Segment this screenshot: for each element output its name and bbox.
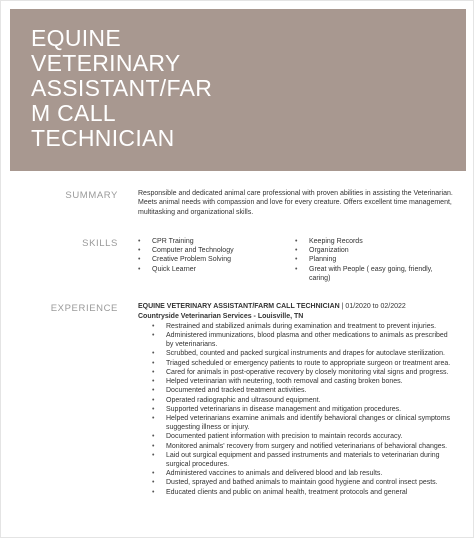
duty-item: • Documented patient information with precision to maintain records accuracy.	[138, 433, 456, 442]
duty-item: • Educated clients and public on animal health, treatment protocols and general	[138, 489, 456, 498]
title-line: VETERINARY	[31, 50, 181, 76]
skill-item: • Great with People ( easy going, friendly, caring)	[295, 265, 445, 283]
duty-item: • Laid out surgical equipment and passed instruments and materials to veterinarian during surgical procedures.	[138, 452, 456, 469]
job-company: Countryside Veterinarian Services - Louisville, TN	[138, 313, 304, 320]
skill-item: • Keeping Records	[295, 237, 445, 246]
resume-header	[10, 9, 466, 171]
duty-item: • Supported veterinarians in disease management and mitigation procedures.	[138, 406, 456, 415]
skill-item: • Organization	[295, 246, 445, 255]
title-line: EQUINE	[31, 25, 121, 51]
title-line: ASSISTANT/FAR	[31, 75, 213, 101]
duty-item: • Monitored animals' recovery from surgery and notified veterinarians of behavioral changes.	[138, 443, 456, 452]
experience-heading: EXPERIENCE	[50, 303, 118, 314]
skills-heading: SKILLS	[82, 238, 118, 249]
job-dates: | 01/2020 to 02/2022	[339, 303, 406, 310]
title-line: TECHNICIAN	[31, 125, 175, 151]
duty-item: • Helped veterinarian with neutering, tooth removal and casting broken bones.	[138, 378, 456, 387]
duty-item: • Scrubbed, counted and packed surgical instruments and drapes for autoclave sterilization.	[138, 350, 456, 359]
job-role: EQUINE VETERINARY ASSISTANT/FARM CALL TECHNICIAN	[138, 303, 340, 310]
title-line: M CALL	[31, 100, 116, 126]
duty-item: • Helped veterinarians examine animals and identify behavioral changes or clinical symptoms suggesting illness or injury.	[138, 415, 456, 432]
duty-item: • Restrained and stabilized animals during examination and treatment to prevent injuries.	[138, 323, 456, 332]
job-title-line	[138, 302, 456, 311]
duty-item: • Administered vaccines to animals and delivered blood and lab results.	[138, 470, 456, 479]
skills-list-left	[138, 237, 288, 274]
summary-text: Responsible and dedicated animal care professional with proven abilities in assisting the Veterinarian. Meets animal needs with compassion and love for every creature. Offers excellent time management, multitasking and organizational skills.	[138, 190, 453, 216]
duty-item: • Operated radiographic and ultrasound equipment.	[138, 397, 456, 406]
skill-item: • Creative Problem Solving	[138, 255, 288, 264]
skills-list-right	[295, 237, 445, 283]
duty-item: • Triaged scheduled or emergency patients to route to appropriate surgeon or treatment area.	[138, 360, 456, 369]
duty-item: • Dusted, sprayed and bathed animals to maintain good hygiene and control insect pests.	[138, 479, 456, 488]
skill-item: • Planning	[295, 255, 445, 264]
skill-item: • Quick Learner	[138, 265, 288, 274]
skill-item: • Computer and Technology	[138, 246, 288, 255]
duty-item: • Cared for animals in post-operative recovery by closely monitoring vital signs and progress.	[138, 369, 456, 378]
job-duties-list	[138, 323, 456, 498]
duty-item: • Administered immunizations, blood plasma and other medications to animals as prescribed by veterinarians.	[138, 332, 456, 349]
candidate-title	[31, 26, 271, 151]
summary-heading: SUMMARY	[65, 190, 118, 201]
skill-item: • CPR Training	[138, 237, 288, 246]
duty-item: • Documented and tracked treatment activities.	[138, 387, 456, 396]
